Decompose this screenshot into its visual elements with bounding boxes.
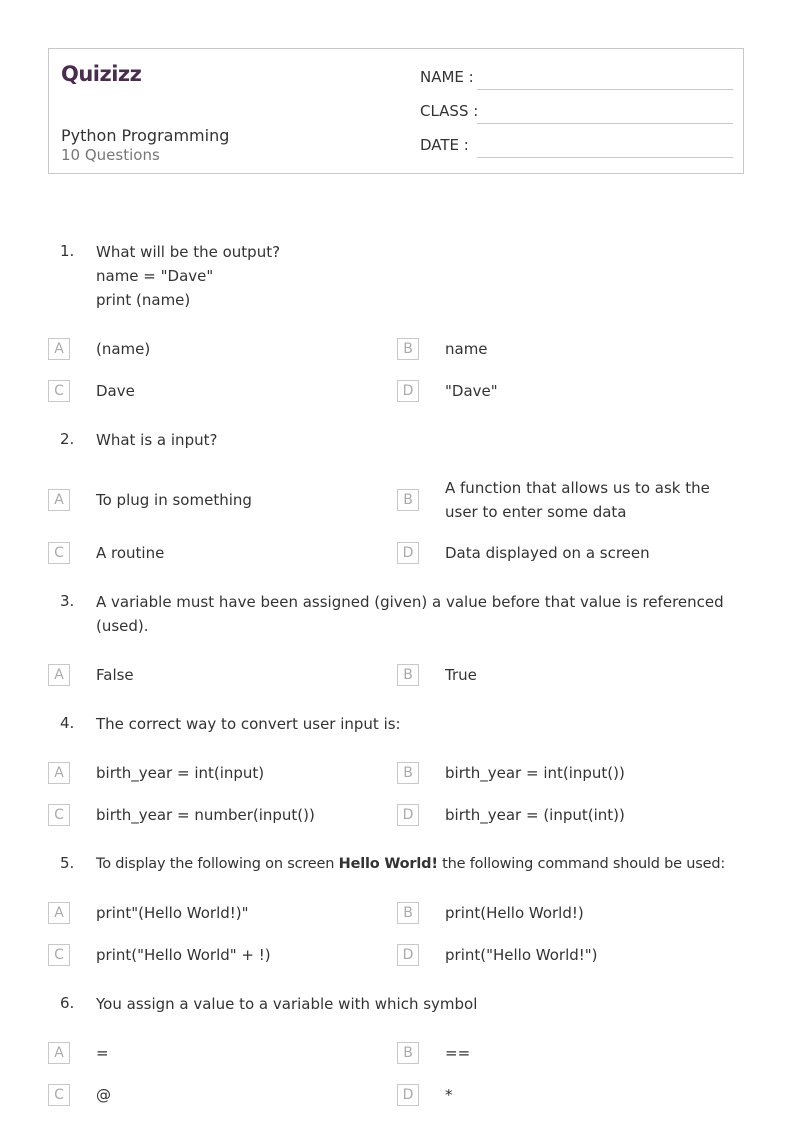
- date-line[interactable]: [477, 157, 733, 158]
- date-label: DATE :: [420, 136, 469, 154]
- svg-text:Quizizz: Quizizz: [61, 62, 142, 86]
- question-text: [96, 240, 748, 312]
- question-number: 1.: [60, 242, 75, 260]
- option-letter-a[interactable]: A: [48, 902, 70, 924]
- question-text-before: To display the following on screen: [96, 856, 339, 872]
- option-text-c: print("Hello World" + !): [96, 946, 271, 964]
- question-number: 4.: [60, 714, 75, 732]
- question-text-after: the following command should be used:: [437, 856, 726, 872]
- question-text-bold: Hello World!: [338, 856, 438, 872]
- class-label: CLASS :: [420, 102, 479, 120]
- worksheet-title: Python Programming: [61, 126, 230, 145]
- option-letter-c[interactable]: C: [48, 804, 70, 826]
- question-text: The correct way to convert user input is:: [96, 715, 401, 733]
- question-text: A variable must have been assigned (given) a value before that value is referenced (used).: [96, 593, 724, 635]
- option-letter-a[interactable]: A: [48, 338, 70, 360]
- option-letter-d[interactable]: D: [397, 380, 419, 402]
- question-number: 3.: [60, 592, 75, 610]
- option-letter-d[interactable]: D: [397, 542, 419, 564]
- option-text-b: birth_year = int(input()): [445, 764, 625, 782]
- option-letter-b[interactable]: B: [397, 664, 419, 686]
- option-text-c: birth_year = number(input()): [96, 806, 315, 824]
- option-text-c: A routine: [96, 544, 165, 562]
- quizizz-logo: [61, 59, 153, 87]
- option-letter-b[interactable]: B: [397, 762, 419, 784]
- option-text-a: =: [96, 1044, 109, 1062]
- option-letter-a[interactable]: A: [48, 1042, 70, 1064]
- option-text-d: birth_year = (input(int)): [445, 806, 625, 824]
- question-number: 6.: [60, 994, 75, 1012]
- option-letter-a[interactable]: A: [48, 762, 70, 784]
- option-letter-a[interactable]: A: [48, 664, 70, 686]
- name-label: NAME :: [420, 68, 474, 86]
- name-line[interactable]: [477, 89, 733, 90]
- option-text-d: Data displayed on a screen: [445, 544, 650, 562]
- question-line: name = "Dave": [96, 267, 214, 285]
- option-text-b: A function that allows us to ask the user to enter some data: [445, 479, 710, 521]
- question-line: print (name): [96, 291, 191, 309]
- question-line: What will be the output?: [96, 243, 281, 261]
- question-count: 10 Questions: [61, 146, 160, 164]
- option-letter-d[interactable]: D: [397, 804, 419, 826]
- option-letter-b[interactable]: B: [397, 338, 419, 360]
- option-text-a: To plug in something: [96, 491, 252, 509]
- option-text-b: ==: [445, 1044, 471, 1062]
- question-number: 2.: [60, 430, 75, 448]
- question-text: What is a input?: [96, 431, 218, 449]
- option-text-d: print("Hello World!"): [445, 946, 598, 964]
- option-letter-c[interactable]: C: [48, 944, 70, 966]
- option-text-b: print(Hello World!): [445, 904, 584, 922]
- option-text-a: print"(Hello World!)": [96, 904, 249, 922]
- option-text-d: *: [445, 1086, 453, 1104]
- option-letter-d[interactable]: D: [397, 944, 419, 966]
- question-text: You assign a value to a variable with which symbol: [96, 995, 478, 1013]
- worksheet-header: [48, 48, 744, 174]
- option-text-b: name: [445, 340, 488, 358]
- option-letter-b[interactable]: B: [397, 902, 419, 924]
- option-text-c: Dave: [96, 382, 135, 400]
- option-text-b: True: [445, 666, 477, 684]
- option-letter-b[interactable]: B: [397, 489, 419, 511]
- question-text: [96, 852, 748, 876]
- option-text-d: "Dave": [445, 382, 498, 400]
- option-text-c: @: [96, 1086, 111, 1104]
- option-text-a: False: [96, 666, 134, 684]
- option-letter-c[interactable]: C: [48, 380, 70, 402]
- option-letter-c[interactable]: C: [48, 1084, 70, 1106]
- option-text-a: birth_year = int(input): [96, 764, 265, 782]
- option-text-a: (name): [96, 340, 151, 358]
- option-letter-b[interactable]: B: [397, 1042, 419, 1064]
- option-letter-d[interactable]: D: [397, 1084, 419, 1106]
- option-letter-a[interactable]: A: [48, 489, 70, 511]
- class-line[interactable]: [477, 123, 733, 124]
- option-letter-c[interactable]: C: [48, 542, 70, 564]
- question-number: 5.: [60, 854, 75, 872]
